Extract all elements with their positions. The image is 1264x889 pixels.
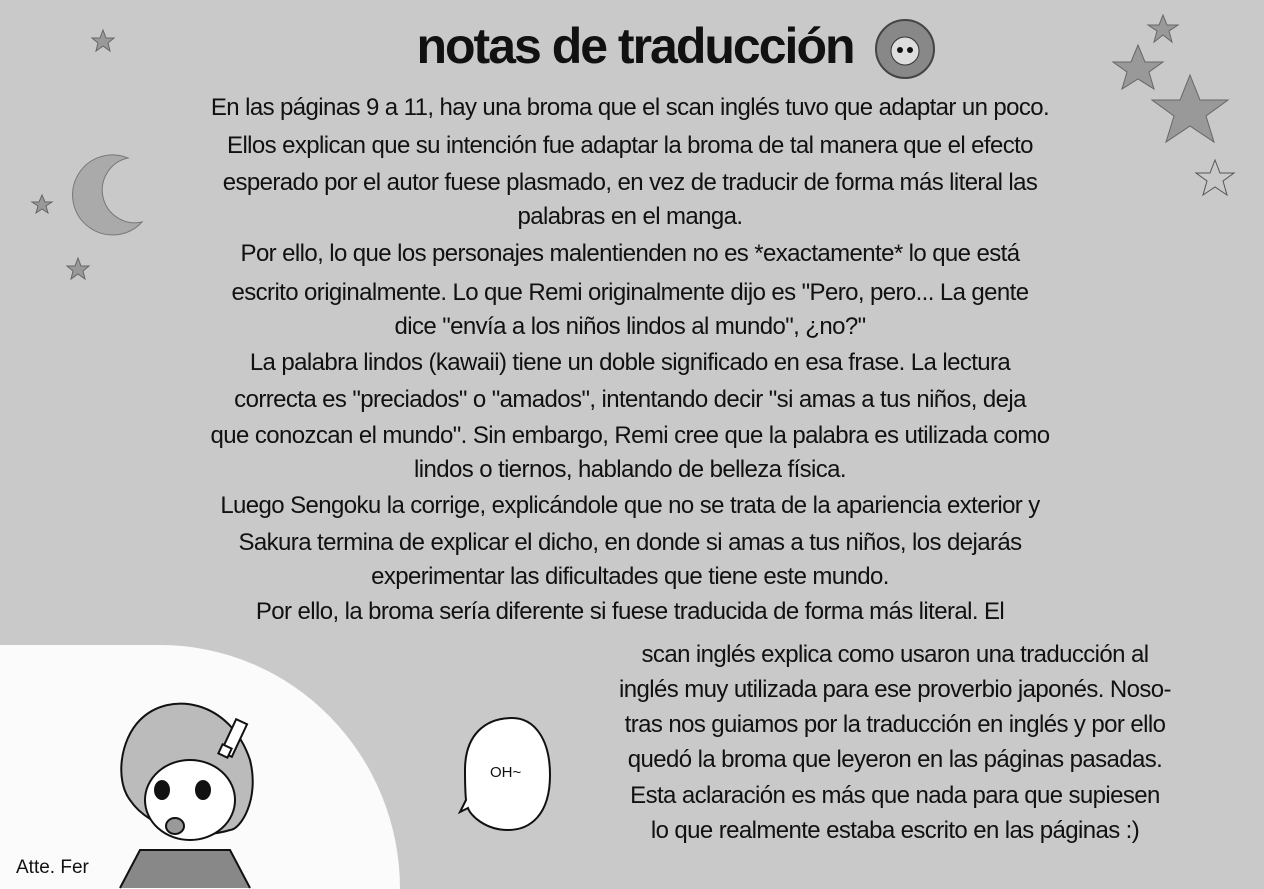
text-line: Por ello, lo que los personajes malentienden no es *exactamente* lo que está [240, 240, 1020, 267]
speech-bubble-text: OH~ [490, 764, 522, 781]
text-line: inglés muy utilizada para ese proverbio japonés. Noso- [619, 676, 1171, 703]
text-line: Luego Sengoku la corrige, explicándole que no se trata de la apariencia exterior y [220, 492, 1040, 519]
text-line: lo que realmente estaba escrito en las páginas :) [650, 817, 1140, 844]
text-line: scan inglés explica como usaron una traducción al [641, 641, 1149, 668]
text-line: dice "envía a los niños lindos al mundo", ¿no?" [394, 313, 866, 340]
text-line: quedó la broma que leyeron en las páginas pasadas. [627, 746, 1163, 773]
text-line: lindos o tiernos, hablando de belleza física. [414, 456, 846, 483]
text-line: Esta aclaración es más que nada para que supiesen [630, 782, 1160, 809]
last-heaven-logo [874, 18, 936, 80]
page-title: notas de traducción [416, 18, 854, 74]
text-line: Sakura termina de explicar el dicho, en donde si amas a tus niños, los dejarás [238, 529, 1022, 556]
text-line: palabras en el manga. [517, 203, 743, 230]
text-line: correcta es "preciados" o "amados", intentando decir "si amas a tus niños, deja [234, 386, 1026, 413]
text-line: esperado por el autor fuese plasmado, en vez de traducir de forma más literal las [222, 169, 1038, 196]
text-line: Por ello, la broma sería diferente si fuese traducida de forma más literal. El [255, 598, 1005, 625]
text-line: En las páginas 9 a 11, hay una broma que el scan inglés tuvo que adaptar un poco. [210, 94, 1050, 121]
text-line: que conozcan el mundo". Sin embargo, Remi cree que la palabra es utilizada como [210, 422, 1050, 449]
text-line: Ellos explican que su intención fue adaptar la broma de tal manera que el efecto [227, 132, 1033, 159]
text-line: tras nos guiamos por la traducción en inglés y por ello [624, 711, 1166, 738]
text-line: La palabra lindos (kawaii) tiene un doble significado en esa frase. La lectura [249, 349, 1011, 376]
text-line: experimentar las dificultades que tiene este mundo. [371, 563, 889, 590]
character-illustration [120, 704, 253, 888]
text-line: escrito originalmente. Lo que Remi originalmente dijo es "Pero, pero... La gente [231, 279, 1029, 306]
signature: Atte. Fer [16, 857, 89, 878]
